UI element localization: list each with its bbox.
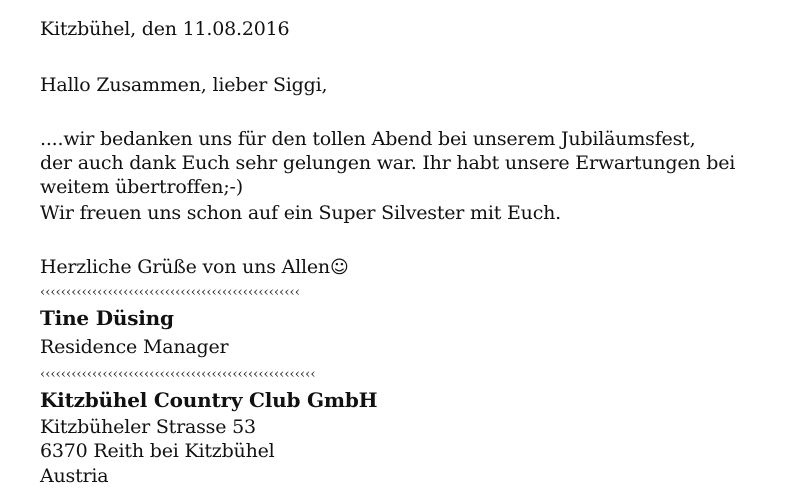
- closing-line: [40, 256, 349, 278]
- body-line-4: Wir freuen uns schon auf ein Super Silvester mit Euch.: [40, 202, 562, 224]
- body-line-3: weitem übertroffen;-): [40, 176, 243, 198]
- separator-line: ‹‹‹‹‹‹‹‹‹‹‹‹‹‹‹‹‹‹‹‹‹‹‹‹‹‹‹‹‹‹‹‹‹‹‹‹‹‹‹‹‹‹‹‹‹‹‹‹‹‹‹‹‹: [40, 367, 316, 382]
- smiley-icon: ☺: [329, 257, 349, 278]
- signer-name: Tine Düsing: [40, 306, 174, 330]
- closing-text: Herzliche Grüße von uns Allen: [40, 256, 330, 278]
- signer-title: Residence Manager: [40, 336, 229, 358]
- body-line-1: ....wir bedanken uns für den tollen Abend bei unserem Jubiläumsfest,: [40, 128, 696, 150]
- date-line: Kitzbühel, den 11.08.2016: [40, 18, 290, 40]
- address-street: Kitzbüheler Strasse 53: [40, 416, 256, 438]
- body-line-2: der auch dank Euch sehr gelungen war. Ihr habt unsere Erwartungen bei: [40, 152, 736, 174]
- company-name: Kitzbühel Country Club GmbH: [40, 388, 378, 412]
- separator-line: ‹‹‹‹‹‹‹‹‹‹‹‹‹‹‹‹‹‹‹‹‹‹‹‹‹‹‹‹‹‹‹‹‹‹‹‹‹‹‹‹‹‹‹‹‹‹‹‹‹‹: [40, 285, 300, 300]
- address-country: Austria: [40, 465, 109, 487]
- greeting: Hallo Zusammen, lieber Siggi,: [40, 74, 328, 96]
- address-city: 6370 Reith bei Kitzbühel: [40, 440, 275, 462]
